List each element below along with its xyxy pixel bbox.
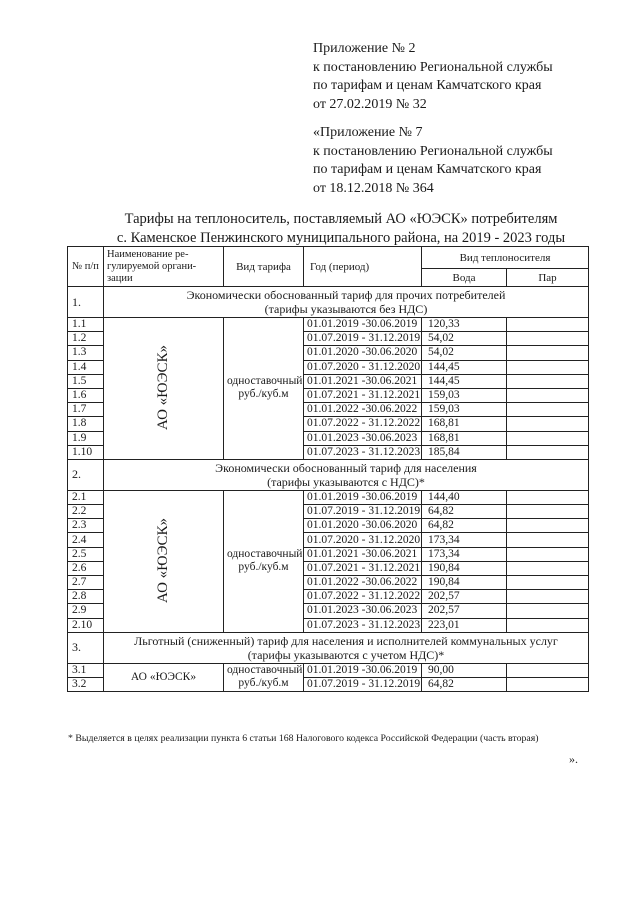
row-number: 2.10: [68, 618, 104, 632]
tariff-type: одноставочный руб./куб.м: [224, 663, 304, 691]
period-cell: 01.01.2021 -30.06.2021: [304, 374, 422, 388]
document-title: [96, 210, 586, 248]
steam-value: [507, 490, 589, 504]
steam-value: [507, 318, 589, 332]
water-value: 159,03: [422, 388, 507, 402]
row-number: 1.2: [68, 332, 104, 346]
water-value: 159,03: [422, 403, 507, 417]
row-number: 2.1: [68, 490, 104, 504]
header-tariff-type: Вид тарифа: [224, 247, 304, 287]
period-cell: 01.07.2019 - 31.12.2019: [304, 677, 422, 691]
water-value: 54,02: [422, 332, 507, 346]
water-value: 64,82: [422, 519, 507, 533]
steam-value: [507, 332, 589, 346]
period-cell: 01.07.2023 - 31.12.2023: [304, 445, 422, 459]
period-cell: 01.07.2020 - 31.12.2020: [304, 360, 422, 374]
steam-value: [507, 663, 589, 677]
row-number: 1.6: [68, 388, 104, 402]
steam-value: [507, 417, 589, 431]
annex-line: Приложение № 2: [313, 41, 416, 56]
row-number: 1.9: [68, 431, 104, 445]
water-value: 54,02: [422, 346, 507, 360]
water-value: 144,40: [422, 490, 507, 504]
steam-value: [507, 505, 589, 519]
section-title: [104, 459, 589, 490]
section-title-line: (тарифы указываются без НДС): [264, 302, 428, 316]
steam-value: [507, 576, 589, 590]
steam-value: [507, 618, 589, 632]
water-value: 168,81: [422, 417, 507, 431]
table-row: [68, 490, 589, 504]
footnote: * Выделяется в целях реализации пункта 6 статьи 168 Налогового кодекса Российской Федерации (часть вторая): [68, 733, 539, 744]
period-cell: 01.01.2022 -30.06.2022: [304, 576, 422, 590]
annex-line: к постановлению Региональной службы: [313, 59, 553, 75]
annex-line: по тарифам и ценам Камчатского края: [313, 162, 542, 177]
water-value: 185,84: [422, 445, 507, 459]
section-title-line: (тарифы указываются с НДС)*: [267, 474, 425, 489]
period-cell: 01.07.2022 - 31.12.2022: [304, 417, 422, 431]
steam-value: [507, 590, 589, 604]
org-name: [104, 490, 224, 632]
water-value: 190,84: [422, 561, 507, 575]
row-number: 2.8: [68, 590, 104, 604]
steam-value: [507, 445, 589, 459]
steam-value: [507, 431, 589, 445]
header-steam: Пар: [507, 269, 589, 287]
row-number: 1.7: [68, 403, 104, 417]
steam-value: [507, 604, 589, 618]
title-line-1: Тарифы на теплоноситель, поставляемый АО «ЮЭСК» потребителям: [124, 211, 558, 227]
section-header-row: [68, 632, 589, 663]
steam-value: [507, 374, 589, 388]
row-number: 1.3: [68, 346, 104, 360]
annex-line: от 18.12.2018 № 364: [313, 180, 434, 196]
period-cell: 01.07.2019 - 31.12.2019: [304, 332, 422, 346]
period-cell: 01.01.2019 -30.06.2019: [304, 663, 422, 677]
row-number: 2.7: [68, 576, 104, 590]
row-number: 2.5: [68, 547, 104, 561]
period-cell: 01.07.2020 - 31.12.2020: [304, 533, 422, 547]
steam-value: [507, 547, 589, 561]
section-title-line: (тарифы указываются с учетом НДС)*: [247, 647, 445, 662]
row-number: 1.4: [68, 360, 104, 374]
water-value: 144,45: [422, 360, 507, 374]
tariff-table: [67, 246, 589, 692]
section-title-line: Экономически обоснованный тариф для населения: [215, 460, 477, 475]
title-line-2: с. Каменское Пенжинского муниципального района, на 2019 - 2023 годы: [116, 230, 566, 246]
period-cell: 01.01.2020 -30.06.2020: [304, 346, 422, 360]
water-value: 168,81: [422, 431, 507, 445]
annex-header-2: [313, 40, 613, 114]
header-org-line: Наименование ре-: [107, 248, 189, 260]
org-name-text: АО «ЮЭСК»: [130, 670, 197, 683]
annex-line: к постановлению Региональной службы: [313, 143, 553, 159]
annex-line: от 27.02.2019 № 32: [313, 96, 427, 112]
section-header-row: [68, 459, 589, 490]
period-cell: 01.07.2021 - 31.12.2021: [304, 388, 422, 402]
row-number: 2.2: [68, 505, 104, 519]
org-name-text: АО «ЮЭСК»: [155, 345, 171, 431]
water-value: 173,34: [422, 533, 507, 547]
row-number: 1.1: [68, 318, 104, 332]
annex-line: по тарифам и ценам Камчатского края: [313, 78, 542, 93]
section-title: [104, 632, 589, 663]
steam-value: [507, 533, 589, 547]
row-number: 2.9: [68, 604, 104, 618]
period-cell: 01.07.2021 - 31.12.2021: [304, 561, 422, 575]
period-cell: 01.01.2019 -30.06.2019: [304, 318, 422, 332]
annex-header-7: [313, 124, 613, 198]
section-header-row: [68, 287, 589, 318]
steam-value: [507, 360, 589, 374]
water-value: 144,45: [422, 374, 507, 388]
header-org: [104, 247, 224, 287]
water-value: 64,82: [422, 677, 507, 691]
tariff-type: одноставочный руб./куб.м: [224, 490, 304, 632]
section-title-line: Льготный (сниженный) тариф для населения и исполнителей коммунальных услуг: [134, 633, 558, 648]
org-name-text: АО «ЮЭСК»: [155, 518, 171, 604]
section-title-line: Экономически обоснованный тариф для прочих потребителей: [186, 288, 506, 302]
table-row: [68, 663, 589, 677]
section-number: 1.: [68, 287, 104, 318]
section-number: 2.: [68, 459, 104, 490]
steam-value: [507, 519, 589, 533]
water-value: 90,00: [422, 663, 507, 677]
water-value: 173,34: [422, 547, 507, 561]
org-name: [104, 663, 224, 691]
section-number: 3.: [68, 632, 104, 663]
header-org-line: гулируемой органи-: [107, 260, 197, 272]
water-value: 202,57: [422, 590, 507, 604]
row-number: 3.1: [68, 663, 104, 677]
section-title: [104, 287, 589, 318]
water-value: 64,82: [422, 505, 507, 519]
closing-quote: ».: [569, 752, 578, 766]
period-cell: 01.01.2020 -30.06.2020: [304, 519, 422, 533]
header-org-line: зации: [107, 272, 133, 284]
period-cell: 01.01.2019 -30.06.2019: [304, 490, 422, 504]
period-cell: 01.01.2022 -30.06.2022: [304, 403, 422, 417]
water-value: 190,84: [422, 576, 507, 590]
org-name: [104, 318, 224, 460]
row-number: 1.10: [68, 445, 104, 459]
water-value: 120,33: [422, 318, 507, 332]
steam-value: [507, 677, 589, 691]
period-cell: 01.01.2023 -30.06.2023: [304, 431, 422, 445]
period-cell: 01.07.2019 - 31.12.2019: [304, 505, 422, 519]
row-number: 2.6: [68, 561, 104, 575]
annex-line: «Приложение № 7: [313, 125, 423, 140]
tariff-type: одноставочный руб./куб.м: [224, 318, 304, 460]
steam-value: [507, 388, 589, 402]
period-cell: 01.01.2021 -30.06.2021: [304, 547, 422, 561]
water-value: 202,57: [422, 604, 507, 618]
water-value: 223,01: [422, 618, 507, 632]
steam-value: [507, 403, 589, 417]
table-row: [68, 318, 589, 332]
header-carrier: Вид теплоносителя: [422, 247, 589, 269]
header-water: Вода: [422, 269, 507, 287]
row-number: 2.4: [68, 533, 104, 547]
period-cell: 01.01.2023 -30.06.2023: [304, 604, 422, 618]
steam-value: [507, 346, 589, 360]
row-number: 3.2: [68, 677, 104, 691]
period-cell: 01.07.2022 - 31.12.2022: [304, 590, 422, 604]
header-period: Год (период): [304, 247, 422, 287]
row-number: 1.8: [68, 417, 104, 431]
header-num: № п/п: [68, 247, 104, 287]
period-cell: 01.07.2023 - 31.12.2023: [304, 618, 422, 632]
row-number: 2.3: [68, 519, 104, 533]
steam-value: [507, 561, 589, 575]
row-number: 1.5: [68, 374, 104, 388]
